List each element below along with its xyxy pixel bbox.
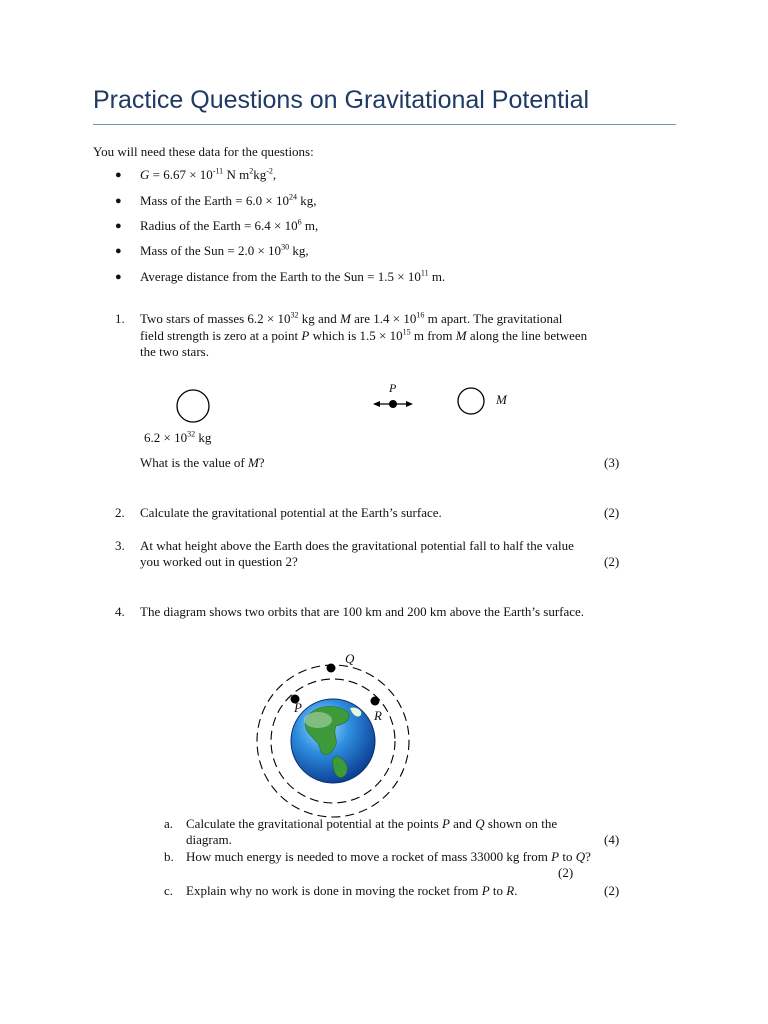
bullet-icon: ● <box>115 220 122 232</box>
earth-globe-icon <box>291 699 375 783</box>
q4a-marks: (4) <box>604 832 620 847</box>
q1-line-3: the two stars. <box>140 344 209 359</box>
orbit-label-r: R <box>374 708 382 723</box>
intro-text: You will need these data for the questions: <box>93 144 314 159</box>
star-mass-label: $6.2 \times 10^{32}$ kg <box>144 429 212 445</box>
subquestion-letter: c. <box>164 883 174 898</box>
q1-line-2: field strength is zero at a point P which is $1.5 \times 10^{15}$ m from M along the line between <box>140 327 588 343</box>
q4c-marks: (2) <box>604 883 620 898</box>
q1-ask: What is the value of M? <box>140 455 265 470</box>
q4b-text: How much energy is needed to move a rocket of mass 33000 kg from P to Q? <box>186 849 591 864</box>
q3-marks: (2) <box>604 554 620 569</box>
q4b-marks: (2) <box>558 865 574 880</box>
star-large-circle <box>177 390 209 422</box>
orbit-label-q: Q <box>345 651 355 666</box>
bullet-icon: ● <box>115 271 122 283</box>
q3-line-2: you worked out in question 2? <box>140 554 298 569</box>
data-item-g: $G = 6.67 \times 10^{-11}$ N $m^2kg^{-2}$, <box>140 166 277 182</box>
data-item-earth-sun-distance: Average distance from the Earth to the Sun = $1.5 \times 10^{11}$ m. <box>140 268 446 284</box>
arrow-left-icon <box>373 401 380 407</box>
arrow-right-icon <box>406 401 413 407</box>
point-r-dot <box>371 697 380 706</box>
q4a-line-2: diagram. <box>186 832 232 847</box>
q3-line-1: At what height above the Earth does the gravitational potential fall to half the value <box>140 538 574 553</box>
question-number: 2. <box>115 505 125 520</box>
star-m-circle <box>458 388 484 414</box>
bullet-icon: ● <box>115 169 122 181</box>
question-number: 3. <box>115 538 125 553</box>
page-title: Practice Questions on Gravitational Potential <box>93 86 590 114</box>
orbit-label-p: P <box>294 700 302 715</box>
point-q-dot <box>327 664 336 673</box>
q1-line-1: Two stars of masses $6.2 \times 10^{32}$ kg and M are $1.4 \times 10^{16}$ m apart. The gravitational <box>140 310 563 326</box>
subquestion-letter: a. <box>164 816 174 831</box>
data-item-earth-radius: Radius of the Earth = $6.4 \times 10^6$ m, <box>140 217 319 233</box>
question-number: 4. <box>115 604 125 619</box>
q4c-text: Explain why no work is done in moving the rocket from P to R. <box>186 883 518 898</box>
q1-marks: (3) <box>604 455 620 470</box>
data-item-earth-mass: Mass of the Earth = $6.0 \times 10^{24}$ kg, <box>140 192 317 208</box>
bullet-icon: ● <box>115 245 122 257</box>
subquestion-letter: b. <box>164 849 174 864</box>
q2-marks: (2) <box>604 505 620 520</box>
q4a-line-1: Calculate the gravitational potential at the points P and Q shown on the <box>186 816 558 831</box>
bullet-icon: ● <box>115 195 122 207</box>
data-item-sun-mass: Mass of the Sun = $2.0 \times 10^{30}$ kg, <box>140 242 309 258</box>
q4-text: The diagram shows two orbits that are 100 km and 200 km above the Earth’s surface. <box>140 604 585 619</box>
label-m: M <box>496 392 507 407</box>
question-number: 1. <box>115 311 125 326</box>
label-p: P <box>389 381 397 395</box>
q2-text: Calculate the gravitational potential at the Earth’s surface. <box>140 505 442 520</box>
